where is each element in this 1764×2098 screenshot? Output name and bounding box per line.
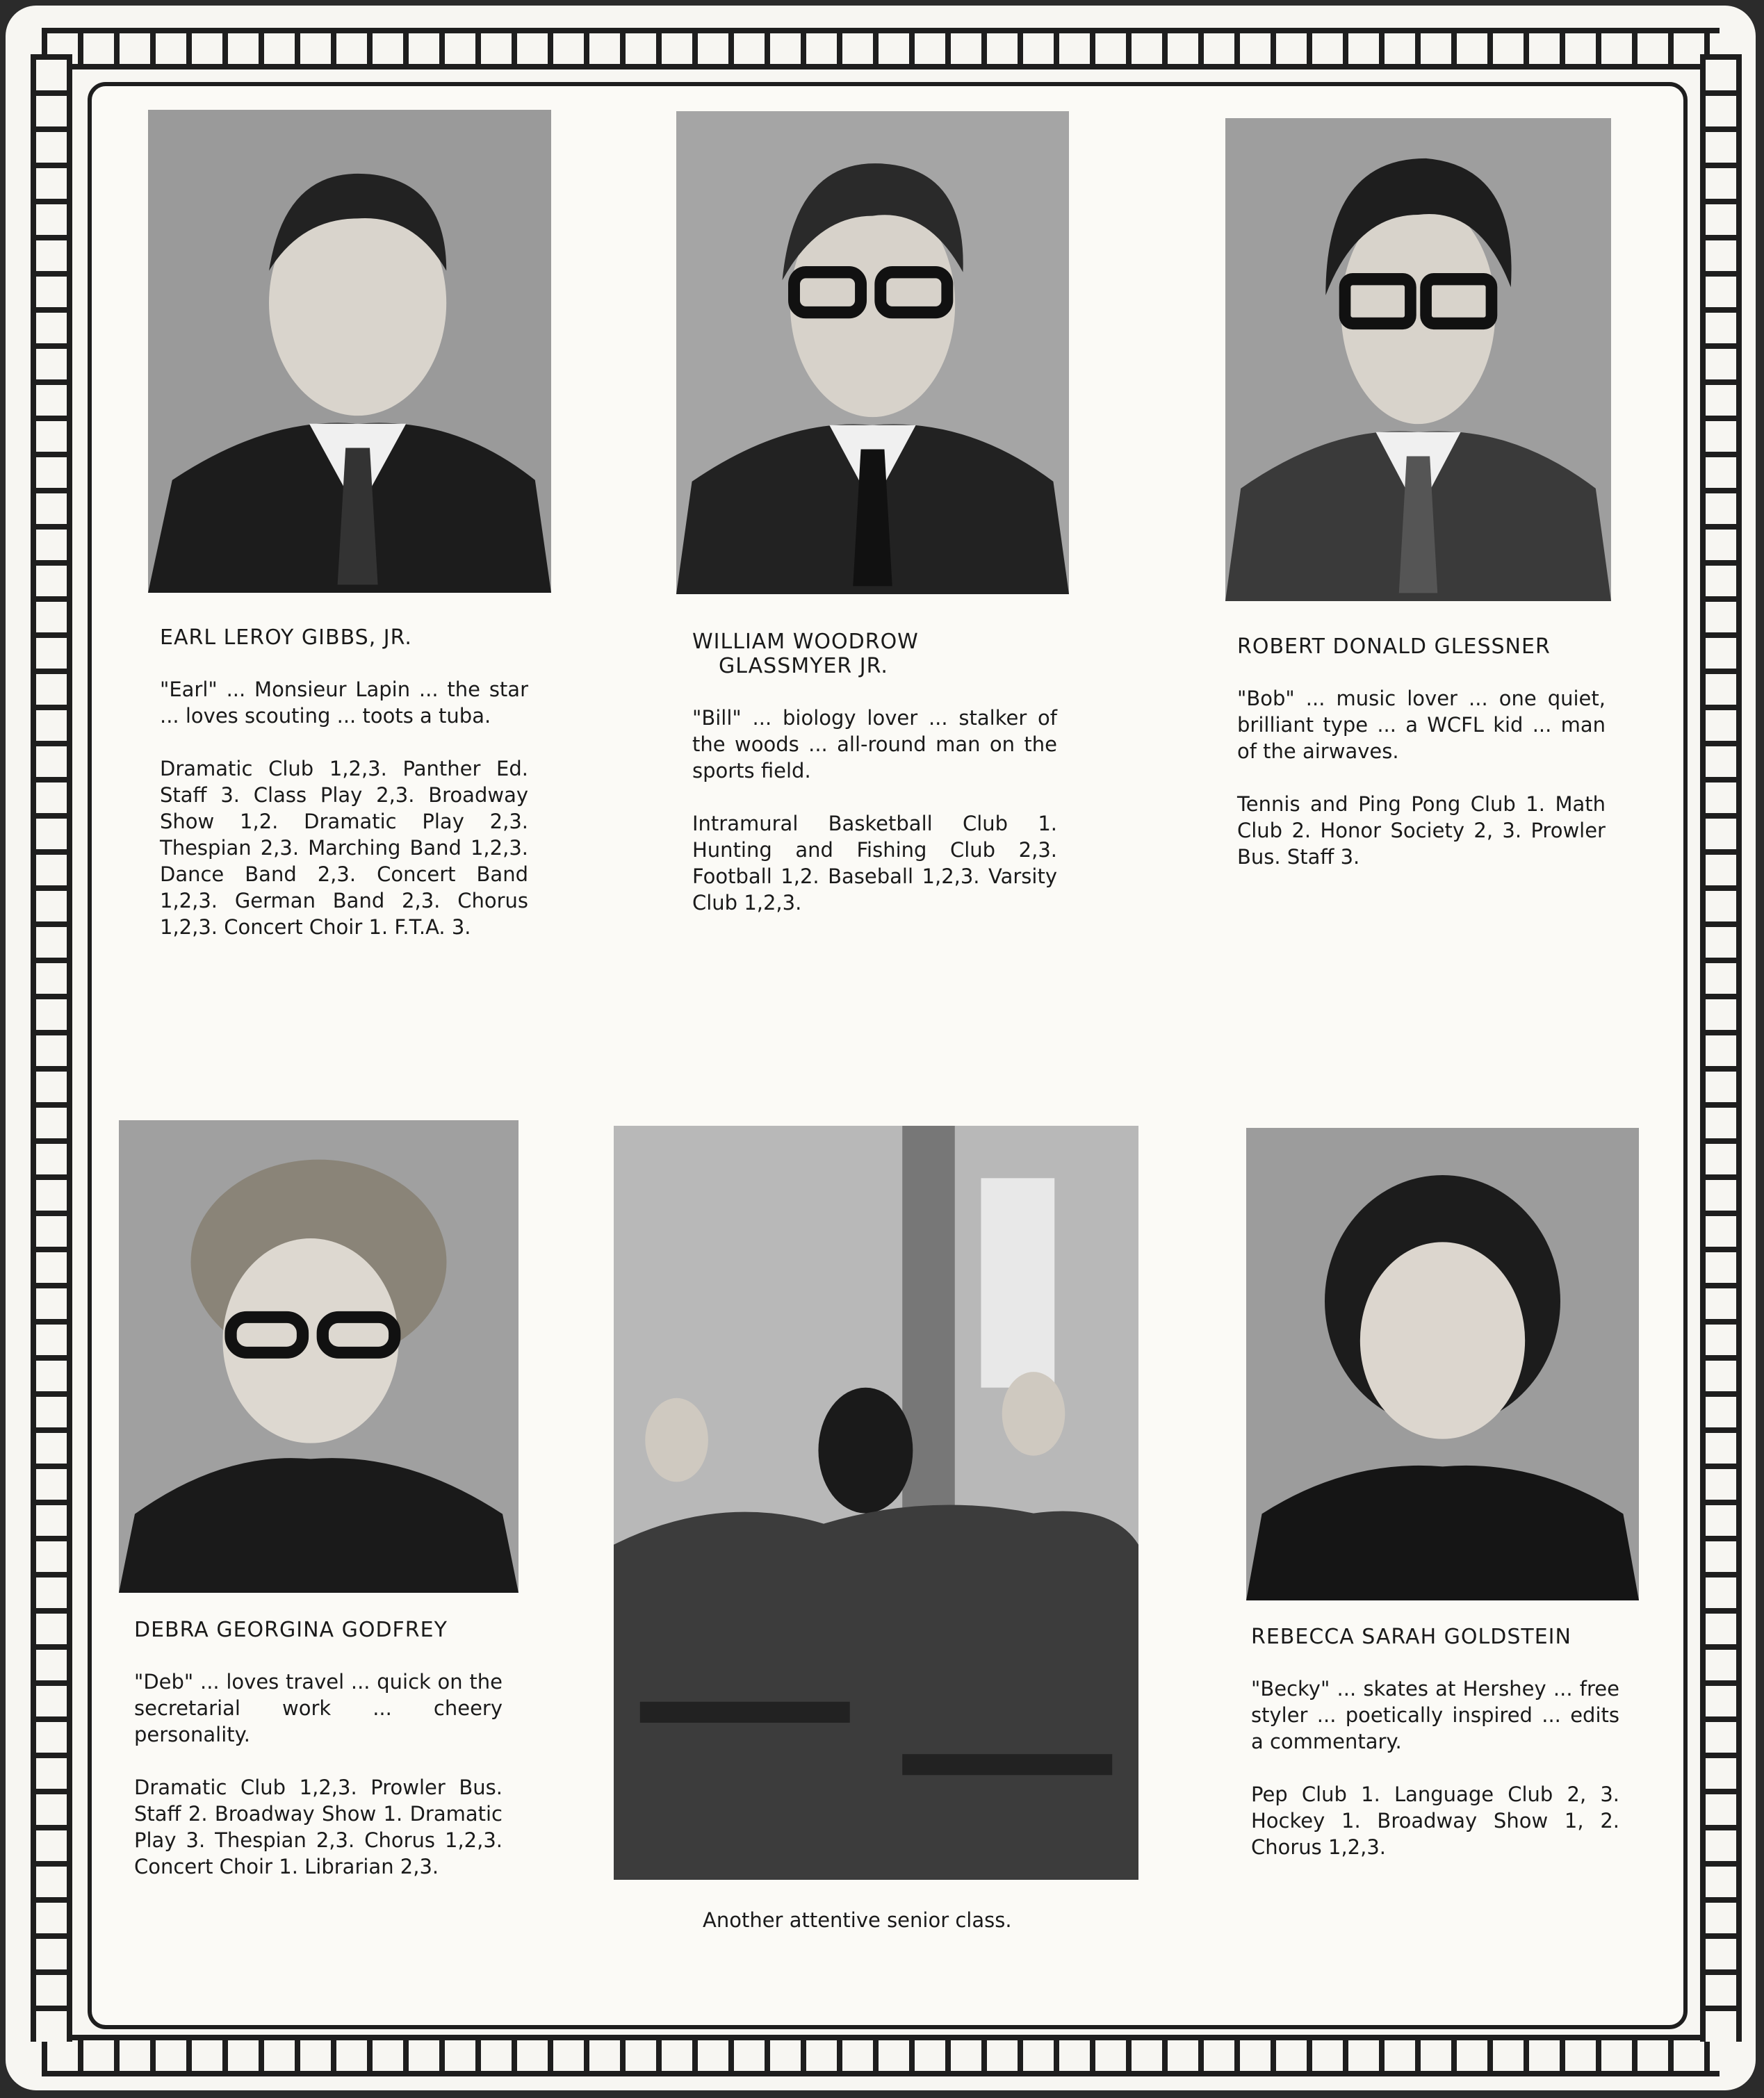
student-name: DEBRA GEORGINA GODFREY <box>134 1618 448 1642</box>
student-name: EARL LEROY GIBBS, JR. <box>160 625 412 650</box>
student-nickname-line: "Becky" ... skates at Hershey ... free styler ... poetically inspired ... edits a commentary. <box>1251 1677 1619 1753</box>
greek-key-border-bottom <box>42 2035 1720 2076</box>
bio-rebecca-goldstein <box>1251 1625 1619 1860</box>
student-nickname-line: "Deb" ... loves travel ... quick on the secretarial work ... cheery personality. <box>134 1670 503 1746</box>
portrait-robert-glessner <box>1225 118 1611 601</box>
portrait-debra-godfrey <box>119 1120 518 1593</box>
student-nickname-line: "Bob" ... music lover ... one quiet, brilliant type ... a WCFL kid ... man of the airwaves. <box>1237 687 1606 763</box>
student-nickname-line: "Bill" ... biology lover ... stalker of the woods ... all-round man on the sports field. <box>692 706 1057 782</box>
student-nickname-line: "Earl" ... Monsieur Lapin ... the star ... loves scouting ... toots a tuba. <box>160 678 528 728</box>
student-name-line2: GLASSMYER JR. <box>719 654 888 678</box>
bio-william-glassmyer <box>692 630 1057 916</box>
student-activities: Dramatic Club 1,2,3. Panther Ed. Staff 3. Class Play 2,3. Broadway Show 1,2. Dramatic Play 2,3. Thespian 2,3. Marching Band 1,2,3. Dance Band 2,3. Concert Band 1,2,3. German Band 2,3. Chorus 1,2,3. Concert Choir 1. F.T.A. 3. <box>160 757 528 939</box>
portrait-rebecca-goldstein <box>1246 1128 1639 1600</box>
greek-key-border-top <box>42 28 1720 69</box>
bio-earl-gibbs <box>160 625 528 940</box>
student-activities: Pep Club 1. Language Club 2, 3. Hockey 1. Broadway Show 1, 2. Chorus 1,2,3. <box>1251 1783 1619 1859</box>
student-activities: Tennis and Ping Pong Club 1. Math Club 2. Honor Society 2, 3. Prowler Bus. Staff 3. <box>1237 792 1606 869</box>
student-name: ROBERT DONALD GLESSNER <box>1237 634 1551 659</box>
student-name: REBECCA SARAH GOLDSTEIN <box>1251 1625 1571 1649</box>
student-activities: Intramural Basketball Club 1. Hunting and Fishing Club 2,3. Football 1,2. Baseball 1,2,3. Varsity Club 1,2,3. <box>692 812 1057 915</box>
greek-key-border-right <box>1700 54 1742 2042</box>
portrait-earl-gibbs <box>148 110 551 593</box>
bio-robert-glessner <box>1237 634 1606 870</box>
portrait-william-glassmyer <box>676 111 1069 594</box>
greek-key-border-left <box>31 54 72 2042</box>
class-photo <box>614 1126 1138 1880</box>
yearbook-page <box>6 6 1756 2090</box>
student-activities: Dramatic Club 1,2,3. Prowler Bus. Staff 2. Broadway Show 1. Dramatic Play 3. Thespian 2,3. Chorus 1,2,3. Concert Choir 1. Librarian 2,3. <box>134 1776 503 1878</box>
bio-debra-godfrey <box>134 1618 503 1880</box>
student-name-line1: WILLIAM WOODROW <box>692 630 919 654</box>
class-photo-caption: Another attentive senior class. <box>703 1908 1012 1932</box>
